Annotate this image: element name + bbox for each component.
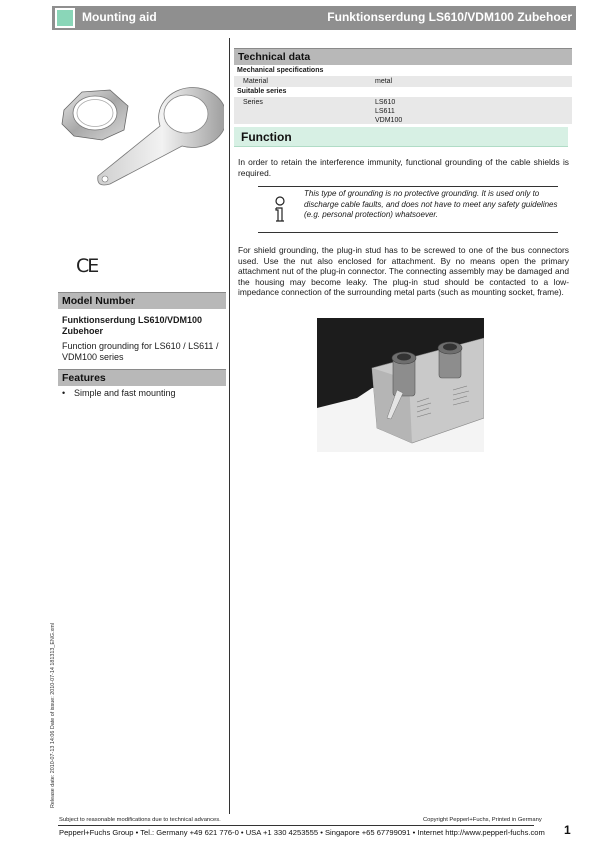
list-item: • Simple and fast mounting <box>62 388 176 398</box>
series-row <box>234 97 572 124</box>
note-text: This type of grounding is no protective grounding. It is used only to discharge cable faults, and does not have to meet any safety guidelines (e.g. personal protection) whatsoever. <box>304 189 558 219</box>
model-number-heading: Model Number <box>58 292 226 309</box>
mechanical-specifications-heading: Mechanical specifications <box>237 67 324 74</box>
info-note-icon <box>273 196 287 224</box>
footer-subject-note: Subject to reasonable modifications due to technical advances. <box>59 817 221 823</box>
series-value: LS611 <box>375 108 395 115</box>
material-label: Material <box>243 78 268 85</box>
ce-mark: CE <box>76 255 98 277</box>
footer-copyright: Copyright Pepperl+Fuchs, Printed in Germany <box>423 817 542 823</box>
series-values <box>375 98 402 125</box>
series-value: LS610 <box>375 99 396 106</box>
product-image <box>58 84 224 189</box>
page-header <box>52 6 576 30</box>
release-info: Release date: 2010-07-13 14:06 Date of issue: 2010-07-14 181313_ENG.xml <box>50 623 56 808</box>
device-photo <box>317 318 484 452</box>
material-value: metal <box>375 78 393 85</box>
technical-data-heading: Technical data <box>234 48 572 65</box>
series-label: Series <box>243 99 263 106</box>
function-paragraph-1: In order to retain the interference immunity, functional grounding of the cable shields is required. <box>238 157 569 178</box>
column-divider <box>229 38 230 814</box>
header-right-title: Funktionserdung LS610/VDM100 Zubehoer <box>327 10 572 24</box>
function-heading: Function <box>241 130 292 144</box>
logo-square-icon <box>55 8 75 28</box>
features-list <box>62 388 227 399</box>
suitable-series-heading: Suitable series <box>237 88 287 95</box>
footer-contact: Pepperl+Fuchs Group • Tel.: Germany +49 621 776-0 • USA +1 330 4253555 • Singapore +65 67799091 • Internet http://www.pepperl-fuchs.com <box>59 828 545 837</box>
page-number: 1 <box>564 823 571 837</box>
note-top-rule <box>258 186 558 187</box>
footer-rule <box>58 825 534 826</box>
series-value: VDM100 <box>375 117 403 124</box>
material-row <box>234 76 572 87</box>
function-heading-box <box>234 127 568 147</box>
model-description: Function grounding for LS610 / LS611 / VDM100 series <box>62 341 219 362</box>
header-left-title: Mounting aid <box>82 10 157 24</box>
function-paragraph-2: For shield grounding, the plug-in stud has to be screwed to one of the bus connectors used. Use the nut also enclosed for attachment. By no means open the primary attachment nut of the plug-in connector. The connecting assembly may be damaged and the housing may become leaky. The plug-in stud should be contacted to a low-impedance connection of the surrounding metal parts (such as mounting socket, frame). <box>238 245 569 298</box>
features-heading: Features <box>58 369 226 386</box>
model-name: Funktionserdung LS610/VDM100 Zubehoer <box>62 315 203 336</box>
feature-text: Simple and fast mounting <box>74 388 176 398</box>
note-bottom-rule <box>258 232 558 233</box>
